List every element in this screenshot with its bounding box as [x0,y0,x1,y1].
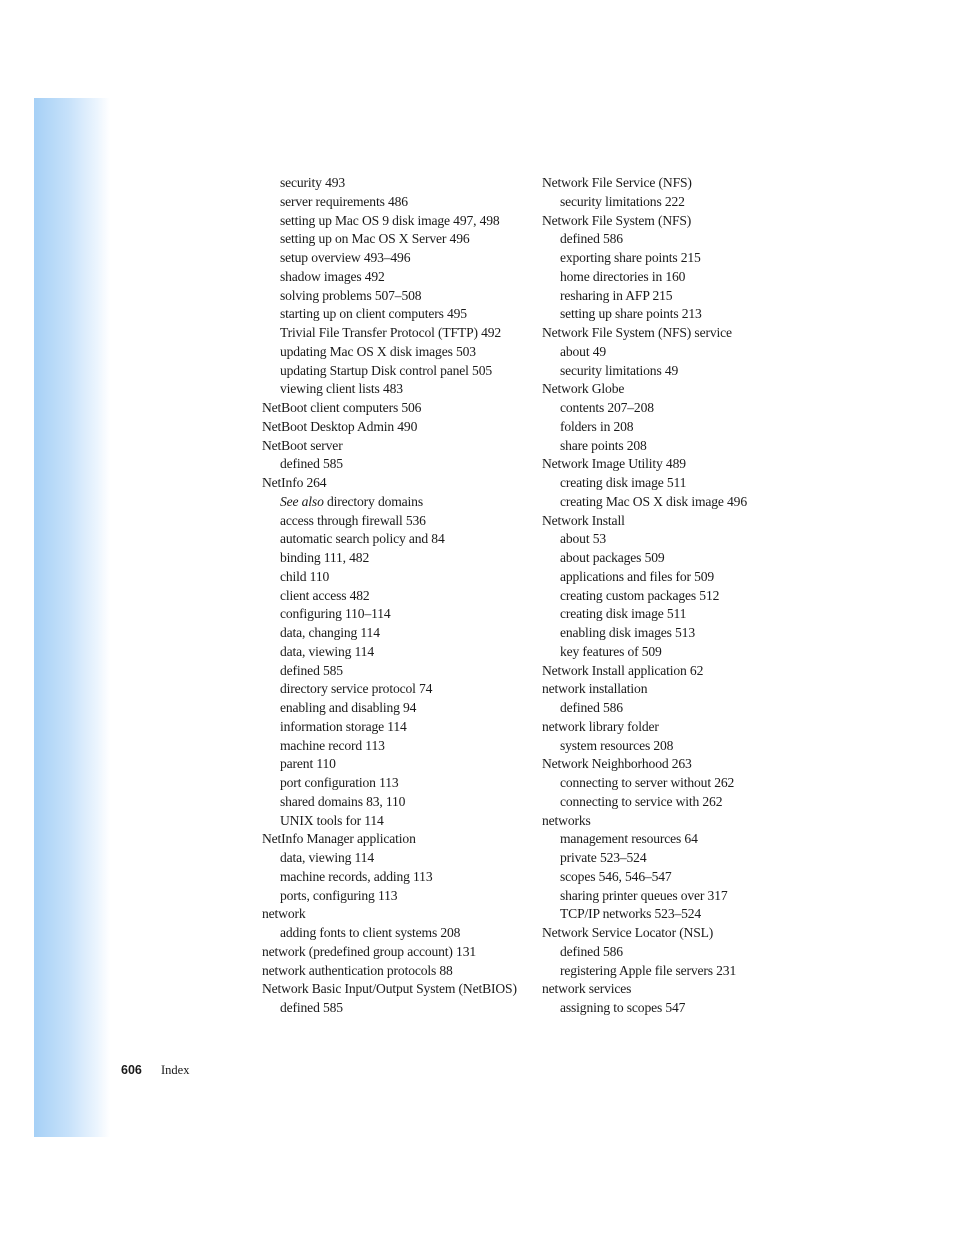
index-subentry: creating disk image 511 [560,475,687,490]
index-entry: network authentication protocols 88 [262,962,453,978]
index-subentry: data, viewing 114 [280,850,374,865]
index-entry: NetBoot client computers 506 [262,400,422,415]
footer-section-name: Index [160,1063,190,1077]
index-column-left [262,174,532,1018]
index-entry: Network File System (NFS) service [542,325,732,340]
index-subentry: access through firewall 536 [280,512,426,528]
index-entry: NetInfo 264 [262,475,327,490]
index-subentry: machine record 113 [280,737,385,753]
index-subentry: defined 585 [280,456,343,472]
index-subentry: starting up on client computers 495 [280,306,467,322]
index-subentry: Trivial File Transfer Protocol (TFTP) 492 [280,325,502,340]
index-subentry: shadow images 492 [280,268,385,284]
index-entry: Network Install application 62 [542,662,704,678]
index-entry: network (predefined group account) 131 [262,943,476,959]
index-subentry: registering Apple file servers 231 [560,962,737,978]
index-subentry: server requirements 486 [280,193,408,209]
index-subentry: creating custom packages 512 [560,587,720,603]
index-subentry: defined 586 [560,231,623,247]
index-entry: networks [542,812,591,828]
index-subentry: enabling and disabling 94 [280,700,417,715]
index-subentry: folders in 208 [560,418,634,434]
index-subentry: security 493 [280,175,346,190]
index-subentry: updating Mac OS X disk images 503 [280,343,476,359]
index-subentry: ports, configuring 113 [280,887,398,903]
index-subentry: setting up share points 213 [560,306,702,322]
index-subentry: key features of 509 [560,643,662,659]
index-subentry: connecting to server without 262 [560,775,735,790]
index-subentry: port configuration 113 [280,775,399,790]
index-entry: network services [542,981,632,997]
index-subentry: setting up on Mac OS X Server 496 [280,231,470,247]
index-subentry: exporting share points 215 [560,250,701,265]
index-subentry: TCP/IP networks 523–524 [560,906,702,922]
index-subentry: data, viewing 114 [280,643,374,659]
index-subentry: client access 482 [280,587,370,603]
index-subentry: parent 110 [280,756,336,772]
page-footer [121,1063,189,1078]
index-subentry: security limitations 49 [560,362,679,378]
index-subentry [262,493,532,512]
index-subentry: contents 207–208 [560,400,654,415]
index-subentry: sharing printer queues over 317 [560,887,728,903]
index-subentry: directory service protocol 74 [280,681,433,697]
index-subentry: solving problems 507–508 [280,287,422,303]
index-entry: Network Service Locator (NSL) [542,925,714,940]
index-subentry: share points 208 [560,437,647,453]
page-number: 606 [121,1063,142,1077]
index-subentry: setup overview 493–496 [280,250,411,265]
index-entry: network library folder [542,718,659,734]
index-entry: NetBoot Desktop Admin 490 [262,418,418,434]
index-entry: network [262,906,306,922]
index-subentry: scopes 546, 546–547 [560,868,672,884]
index-entry: Network Install [542,512,625,528]
index-entry: Network File Service (NFS) [542,175,692,190]
index-subentry: home directories in 160 [560,268,686,284]
index-subentry: creating disk image 511 [560,606,687,622]
index-subentry: binding 111, 482 [280,550,370,565]
index-entry-text: directory domains [323,493,423,509]
index-subentry: setting up Mac OS 9 disk image 497, 498 [280,212,500,228]
index-column-right [542,174,812,1018]
index-subentry: resharing in AFP 215 [560,287,673,303]
index-subentry: defined 586 [560,700,623,715]
sidebar-color-band [34,98,110,1137]
index-subentry: machine records, adding 113 [280,868,433,884]
index-entry: Network Image Utility 489 [542,456,686,472]
index-subentry: security limitations 222 [560,193,685,209]
index-subentry: private 523–524 [560,850,647,865]
index-subentry: defined 586 [560,943,623,959]
index-subentry: management resources 64 [560,831,698,847]
index-entry: Network File System (NFS) [542,212,692,228]
index-subentry: enabling disk images 513 [560,625,695,640]
index-subentry: assigning to scopes 547 [560,1000,686,1015]
index-subentry: connecting to service with 262 [560,793,723,809]
index-subentry: configuring 110–114 [280,606,391,622]
index-subentry: adding fonts to client systems 208 [280,925,461,940]
index-subentry: creating Mac OS X disk image 496 [560,493,747,509]
index-subentry: about 49 [560,343,606,359]
index-subentry: data, changing 114 [280,625,380,640]
index-entry: Network Globe [542,381,625,397]
index-entry: NetInfo Manager application [262,831,416,847]
index-subentry: about packages 509 [560,550,665,565]
index-subentry: automatic search policy and 84 [280,531,445,547]
index-entry: Network Neighborhood 263 [542,756,692,772]
index-entry: Network Basic Input/Output System (NetBIOS) [262,981,517,997]
index-subentry: child 110 [280,568,330,584]
index-subentry: system resources 208 [560,737,674,753]
index-subentry: applications and files for 509 [560,568,715,584]
index-subentry: defined 585 [280,662,343,678]
index-entry: NetBoot server [262,437,343,453]
index-subentry: shared domains 83, 110 [280,793,406,809]
index-subentry: defined 585 [280,1000,343,1015]
index-subentry: updating Startup Disk control panel 505 [280,362,492,378]
index-subentry: viewing client lists 483 [280,381,403,397]
index-subentry: information storage 114 [280,718,407,734]
index-entry: network installation [542,681,648,697]
index-subentry: UNIX tools for 114 [280,812,384,828]
index-cross-reference: See also [280,493,324,509]
index-subentry: about 53 [560,531,606,547]
